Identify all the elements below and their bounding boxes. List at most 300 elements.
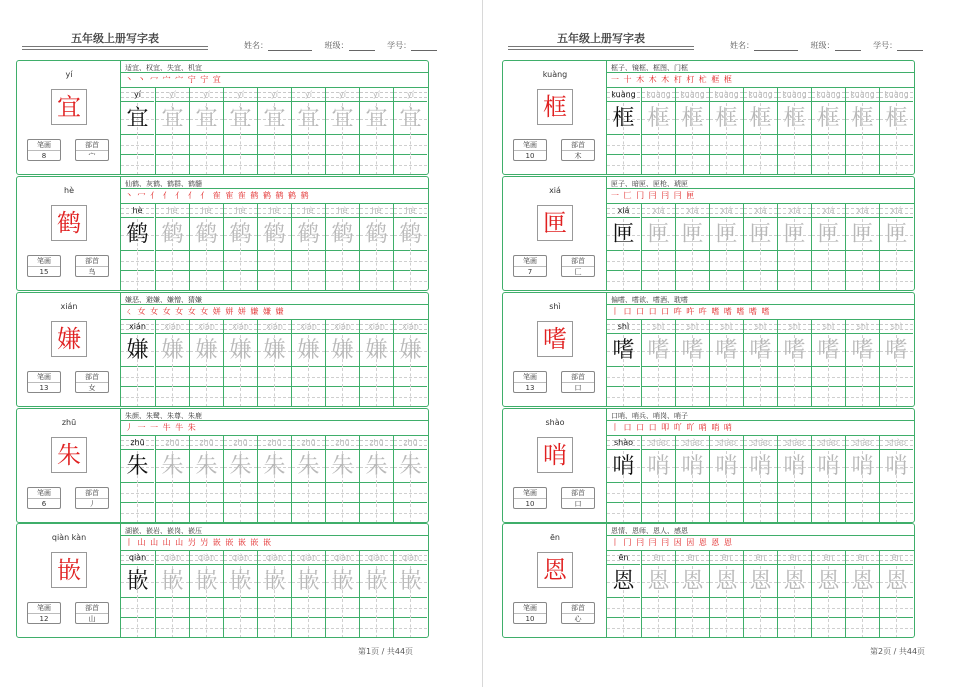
pinyin-cell[interactable] <box>710 320 743 334</box>
blank-practice-cell[interactable] <box>846 619 879 638</box>
pinyin-cell[interactable] <box>258 320 291 334</box>
blank-practice-cell[interactable] <box>676 504 709 523</box>
blank-practice-cell[interactable] <box>778 252 811 271</box>
blank-practice-cell[interactable] <box>778 272 811 291</box>
blank-practice-cell[interactable] <box>394 136 427 155</box>
blank-practice-cell[interactable] <box>744 368 777 387</box>
blank-practice-cell[interactable] <box>224 484 257 503</box>
blank-practice-cell[interactable] <box>676 136 709 155</box>
pinyin-cell[interactable] <box>642 320 675 334</box>
pinyin-cell[interactable] <box>744 436 777 450</box>
pinyin-cell[interactable] <box>642 204 675 218</box>
pinyin-cell[interactable] <box>812 204 845 218</box>
blank-practice-cell[interactable] <box>744 388 777 407</box>
blank-practice-cell[interactable] <box>880 156 913 175</box>
tian-grid-cell[interactable] <box>394 335 427 367</box>
blank-practice-cell[interactable] <box>710 484 743 503</box>
tian-grid-cell[interactable] <box>778 335 811 367</box>
blank-practice-cell[interactable] <box>710 504 743 523</box>
blank-practice-cell[interactable] <box>156 368 189 387</box>
class-blank[interactable] <box>835 42 861 51</box>
pinyin-cell[interactable] <box>676 436 709 450</box>
tian-grid-cell[interactable] <box>812 566 845 598</box>
pinyin-cell[interactable] <box>326 436 359 450</box>
blank-practice-cell[interactable] <box>607 272 640 291</box>
blank-practice-cell[interactable] <box>846 272 879 291</box>
pinyin-cell[interactable] <box>880 320 913 334</box>
blank-practice-cell[interactable] <box>607 504 640 523</box>
blank-practice-cell[interactable] <box>326 252 359 271</box>
pinyin-cell[interactable] <box>394 436 427 450</box>
blank-practice-cell[interactable] <box>156 599 189 618</box>
blank-practice-cell[interactable] <box>778 388 811 407</box>
pinyin-cell[interactable] <box>812 551 845 565</box>
blank-practice-cell[interactable] <box>846 599 879 618</box>
tian-grid-cell[interactable] <box>190 103 223 135</box>
blank-practice-cell[interactable] <box>224 156 257 175</box>
tian-grid-cell[interactable] <box>156 451 189 483</box>
pinyin-cell[interactable] <box>607 320 640 334</box>
blank-practice-cell[interactable] <box>642 368 675 387</box>
tian-grid-cell[interactable] <box>360 219 393 251</box>
blank-practice-cell[interactable] <box>710 252 743 271</box>
blank-practice-cell[interactable] <box>326 272 359 291</box>
pinyin-cell[interactable] <box>292 204 325 218</box>
blank-practice-cell[interactable] <box>642 252 675 271</box>
blank-practice-cell[interactable] <box>744 504 777 523</box>
tian-grid-cell[interactable] <box>326 219 359 251</box>
tian-grid-cell[interactable] <box>121 566 154 598</box>
tian-grid-cell[interactable] <box>224 219 257 251</box>
blank-practice-cell[interactable] <box>812 484 845 503</box>
blank-practice-cell[interactable] <box>778 368 811 387</box>
blank-practice-cell[interactable] <box>258 504 291 523</box>
blank-practice-cell[interactable] <box>607 599 640 618</box>
tian-grid-cell[interactable] <box>607 219 640 251</box>
blank-practice-cell[interactable] <box>292 388 325 407</box>
pinyin-cell[interactable] <box>326 320 359 334</box>
pinyin-cell[interactable] <box>607 204 640 218</box>
pinyin-cell[interactable] <box>744 320 777 334</box>
pinyin-cell[interactable] <box>778 436 811 450</box>
pinyin-cell[interactable] <box>846 320 879 334</box>
number-blank[interactable] <box>897 42 923 51</box>
pinyin-cell[interactable] <box>880 551 913 565</box>
tian-grid-cell[interactable] <box>880 103 913 135</box>
blank-practice-cell[interactable] <box>156 272 189 291</box>
pinyin-cell[interactable] <box>642 88 675 102</box>
blank-practice-cell[interactable] <box>121 368 154 387</box>
blank-practice-cell[interactable] <box>360 156 393 175</box>
blank-practice-cell[interactable] <box>292 504 325 523</box>
blank-practice-cell[interactable] <box>292 484 325 503</box>
pinyin-cell[interactable] <box>778 320 811 334</box>
blank-practice-cell[interactable] <box>224 504 257 523</box>
blank-practice-cell[interactable] <box>258 599 291 618</box>
blank-practice-cell[interactable] <box>710 136 743 155</box>
pinyin-cell[interactable] <box>846 551 879 565</box>
blank-practice-cell[interactable] <box>744 619 777 638</box>
blank-practice-cell[interactable] <box>642 272 675 291</box>
blank-practice-cell[interactable] <box>326 599 359 618</box>
blank-practice-cell[interactable] <box>360 136 393 155</box>
blank-practice-cell[interactable] <box>292 252 325 271</box>
tian-grid-cell[interactable] <box>156 219 189 251</box>
tian-grid-cell[interactable] <box>778 219 811 251</box>
tian-grid-cell[interactable] <box>121 335 154 367</box>
tian-grid-cell[interactable] <box>846 566 879 598</box>
pinyin-cell[interactable] <box>121 320 154 334</box>
tian-grid-cell[interactable] <box>326 103 359 135</box>
blank-practice-cell[interactable] <box>812 272 845 291</box>
tian-grid-cell[interactable] <box>778 566 811 598</box>
tian-grid-cell[interactable] <box>360 103 393 135</box>
blank-practice-cell[interactable] <box>394 272 427 291</box>
pinyin-cell[interactable] <box>710 88 743 102</box>
blank-practice-cell[interactable] <box>224 272 257 291</box>
pinyin-cell[interactable] <box>292 320 325 334</box>
pinyin-cell[interactable] <box>394 320 427 334</box>
tian-grid-cell[interactable] <box>744 566 777 598</box>
pinyin-cell[interactable] <box>360 320 393 334</box>
blank-practice-cell[interactable] <box>642 599 675 618</box>
tian-grid-cell[interactable] <box>224 335 257 367</box>
blank-practice-cell[interactable] <box>258 388 291 407</box>
blank-practice-cell[interactable] <box>326 619 359 638</box>
blank-practice-cell[interactable] <box>224 599 257 618</box>
pinyin-cell[interactable] <box>744 88 777 102</box>
blank-practice-cell[interactable] <box>880 252 913 271</box>
blank-practice-cell[interactable] <box>326 484 359 503</box>
tian-grid-cell[interactable] <box>812 451 845 483</box>
tian-grid-cell[interactable] <box>744 219 777 251</box>
pinyin-cell[interactable] <box>224 320 257 334</box>
pinyin-cell[interactable] <box>642 551 675 565</box>
pinyin-cell[interactable] <box>121 436 154 450</box>
tian-grid-cell[interactable] <box>744 335 777 367</box>
pinyin-cell[interactable] <box>326 88 359 102</box>
tian-grid-cell[interactable] <box>676 219 709 251</box>
blank-practice-cell[interactable] <box>292 156 325 175</box>
blank-practice-cell[interactable] <box>607 388 640 407</box>
pinyin-cell[interactable] <box>190 88 223 102</box>
blank-practice-cell[interactable] <box>607 136 640 155</box>
tian-grid-cell[interactable] <box>880 335 913 367</box>
blank-practice-cell[interactable] <box>676 252 709 271</box>
blank-practice-cell[interactable] <box>292 272 325 291</box>
tian-grid-cell[interactable] <box>292 103 325 135</box>
blank-practice-cell[interactable] <box>326 368 359 387</box>
pinyin-cell[interactable] <box>156 551 189 565</box>
tian-grid-cell[interactable] <box>607 335 640 367</box>
pinyin-cell[interactable] <box>744 204 777 218</box>
pinyin-cell[interactable] <box>156 320 189 334</box>
pinyin-cell[interactable] <box>880 204 913 218</box>
pinyin-cell[interactable] <box>326 551 359 565</box>
pinyin-cell[interactable] <box>360 204 393 218</box>
blank-practice-cell[interactable] <box>744 599 777 618</box>
tian-grid-cell[interactable] <box>121 219 154 251</box>
tian-grid-cell[interactable] <box>880 451 913 483</box>
blank-practice-cell[interactable] <box>394 388 427 407</box>
blank-practice-cell[interactable] <box>121 504 154 523</box>
blank-practice-cell[interactable] <box>880 136 913 155</box>
blank-practice-cell[interactable] <box>156 252 189 271</box>
blank-practice-cell[interactable] <box>642 388 675 407</box>
tian-grid-cell[interactable] <box>846 103 879 135</box>
blank-practice-cell[interactable] <box>778 599 811 618</box>
blank-practice-cell[interactable] <box>846 368 879 387</box>
pinyin-cell[interactable] <box>190 204 223 218</box>
tian-grid-cell[interactable] <box>642 566 675 598</box>
blank-practice-cell[interactable] <box>394 619 427 638</box>
blank-practice-cell[interactable] <box>292 136 325 155</box>
blank-practice-cell[interactable] <box>190 484 223 503</box>
tian-grid-cell[interactable] <box>710 451 743 483</box>
blank-practice-cell[interactable] <box>642 484 675 503</box>
tian-grid-cell[interactable] <box>224 566 257 598</box>
tian-grid-cell[interactable] <box>224 451 257 483</box>
tian-grid-cell[interactable] <box>812 335 845 367</box>
pinyin-cell[interactable] <box>190 436 223 450</box>
tian-grid-cell[interactable] <box>156 566 189 598</box>
blank-practice-cell[interactable] <box>326 504 359 523</box>
blank-practice-cell[interactable] <box>642 619 675 638</box>
tian-grid-cell[interactable] <box>607 566 640 598</box>
pinyin-cell[interactable] <box>607 436 640 450</box>
blank-practice-cell[interactable] <box>394 484 427 503</box>
tian-grid-cell[interactable] <box>394 219 427 251</box>
blank-practice-cell[interactable] <box>292 619 325 638</box>
pinyin-cell[interactable] <box>744 551 777 565</box>
blank-practice-cell[interactable] <box>156 484 189 503</box>
tian-grid-cell[interactable] <box>360 335 393 367</box>
blank-practice-cell[interactable] <box>607 368 640 387</box>
pinyin-cell[interactable] <box>710 436 743 450</box>
blank-practice-cell[interactable] <box>812 252 845 271</box>
pinyin-cell[interactable] <box>676 320 709 334</box>
pinyin-cell[interactable] <box>778 204 811 218</box>
tian-grid-cell[interactable] <box>326 335 359 367</box>
blank-practice-cell[interactable] <box>607 619 640 638</box>
blank-practice-cell[interactable] <box>880 619 913 638</box>
tian-grid-cell[interactable] <box>156 335 189 367</box>
tian-grid-cell[interactable] <box>121 103 154 135</box>
pinyin-cell[interactable] <box>778 88 811 102</box>
pinyin-cell[interactable] <box>156 204 189 218</box>
blank-practice-cell[interactable] <box>676 619 709 638</box>
blank-practice-cell[interactable] <box>190 156 223 175</box>
tian-grid-cell[interactable] <box>778 451 811 483</box>
blank-practice-cell[interactable] <box>642 136 675 155</box>
blank-practice-cell[interactable] <box>360 388 393 407</box>
tian-grid-cell[interactable] <box>676 335 709 367</box>
blank-practice-cell[interactable] <box>676 388 709 407</box>
tian-grid-cell[interactable] <box>258 219 291 251</box>
tian-grid-cell[interactable] <box>846 219 879 251</box>
tian-grid-cell[interactable] <box>258 566 291 598</box>
blank-practice-cell[interactable] <box>812 368 845 387</box>
tian-grid-cell[interactable] <box>360 451 393 483</box>
blank-practice-cell[interactable] <box>121 252 154 271</box>
tian-grid-cell[interactable] <box>812 103 845 135</box>
tian-grid-cell[interactable] <box>394 451 427 483</box>
tian-grid-cell[interactable] <box>880 566 913 598</box>
blank-practice-cell[interactable] <box>190 388 223 407</box>
blank-practice-cell[interactable] <box>880 388 913 407</box>
blank-practice-cell[interactable] <box>360 484 393 503</box>
pinyin-cell[interactable] <box>224 551 257 565</box>
blank-practice-cell[interactable] <box>812 388 845 407</box>
blank-practice-cell[interactable] <box>121 388 154 407</box>
blank-practice-cell[interactable] <box>846 136 879 155</box>
tian-grid-cell[interactable] <box>710 566 743 598</box>
pinyin-cell[interactable] <box>326 204 359 218</box>
pinyin-cell[interactable] <box>676 204 709 218</box>
blank-practice-cell[interactable] <box>258 136 291 155</box>
pinyin-cell[interactable] <box>394 204 427 218</box>
pinyin-cell[interactable] <box>258 88 291 102</box>
blank-practice-cell[interactable] <box>326 388 359 407</box>
blank-practice-cell[interactable] <box>778 136 811 155</box>
tian-grid-cell[interactable] <box>607 451 640 483</box>
tian-grid-cell[interactable] <box>676 103 709 135</box>
blank-practice-cell[interactable] <box>121 599 154 618</box>
pinyin-cell[interactable] <box>360 88 393 102</box>
pinyin-cell[interactable] <box>846 436 879 450</box>
pinyin-cell[interactable] <box>710 204 743 218</box>
blank-practice-cell[interactable] <box>846 156 879 175</box>
blank-practice-cell[interactable] <box>812 619 845 638</box>
blank-practice-cell[interactable] <box>607 484 640 503</box>
blank-practice-cell[interactable] <box>360 272 393 291</box>
pinyin-cell[interactable] <box>778 551 811 565</box>
tian-grid-cell[interactable] <box>710 103 743 135</box>
tian-grid-cell[interactable] <box>607 103 640 135</box>
pinyin-cell[interactable] <box>292 436 325 450</box>
tian-grid-cell[interactable] <box>292 335 325 367</box>
blank-practice-cell[interactable] <box>258 156 291 175</box>
blank-practice-cell[interactable] <box>710 368 743 387</box>
blank-practice-cell[interactable] <box>676 156 709 175</box>
blank-practice-cell[interactable] <box>676 599 709 618</box>
pinyin-cell[interactable] <box>258 204 291 218</box>
tian-grid-cell[interactable] <box>360 566 393 598</box>
pinyin-cell[interactable] <box>156 88 189 102</box>
blank-practice-cell[interactable] <box>292 599 325 618</box>
blank-practice-cell[interactable] <box>394 252 427 271</box>
blank-practice-cell[interactable] <box>812 136 845 155</box>
pinyin-cell[interactable] <box>156 436 189 450</box>
blank-practice-cell[interactable] <box>710 156 743 175</box>
tian-grid-cell[interactable] <box>190 451 223 483</box>
tian-grid-cell[interactable] <box>710 335 743 367</box>
tian-grid-cell[interactable] <box>642 219 675 251</box>
tian-grid-cell[interactable] <box>642 451 675 483</box>
tian-grid-cell[interactable] <box>846 335 879 367</box>
tian-grid-cell[interactable] <box>744 103 777 135</box>
blank-practice-cell[interactable] <box>292 368 325 387</box>
blank-practice-cell[interactable] <box>812 156 845 175</box>
blank-practice-cell[interactable] <box>676 272 709 291</box>
tian-grid-cell[interactable] <box>258 335 291 367</box>
tian-grid-cell[interactable] <box>326 451 359 483</box>
tian-grid-cell[interactable] <box>846 451 879 483</box>
pinyin-cell[interactable] <box>676 88 709 102</box>
tian-grid-cell[interactable] <box>190 566 223 598</box>
blank-practice-cell[interactable] <box>607 252 640 271</box>
blank-practice-cell[interactable] <box>642 504 675 523</box>
tian-grid-cell[interactable] <box>676 566 709 598</box>
tian-grid-cell[interactable] <box>258 103 291 135</box>
blank-practice-cell[interactable] <box>190 272 223 291</box>
pinyin-cell[interactable] <box>812 88 845 102</box>
blank-practice-cell[interactable] <box>190 599 223 618</box>
blank-practice-cell[interactable] <box>744 156 777 175</box>
blank-practice-cell[interactable] <box>258 368 291 387</box>
pinyin-cell[interactable] <box>880 88 913 102</box>
pinyin-cell[interactable] <box>846 204 879 218</box>
pinyin-cell[interactable] <box>676 551 709 565</box>
tian-grid-cell[interactable] <box>394 103 427 135</box>
blank-practice-cell[interactable] <box>744 136 777 155</box>
blank-practice-cell[interactable] <box>190 368 223 387</box>
pinyin-cell[interactable] <box>607 551 640 565</box>
blank-practice-cell[interactable] <box>360 252 393 271</box>
pinyin-cell[interactable] <box>224 436 257 450</box>
blank-practice-cell[interactable] <box>360 619 393 638</box>
pinyin-cell[interactable] <box>394 88 427 102</box>
blank-practice-cell[interactable] <box>326 156 359 175</box>
tian-grid-cell[interactable] <box>292 566 325 598</box>
blank-practice-cell[interactable] <box>190 504 223 523</box>
pinyin-cell[interactable] <box>812 320 845 334</box>
tian-grid-cell[interactable] <box>258 451 291 483</box>
pinyin-cell[interactable] <box>360 436 393 450</box>
tian-grid-cell[interactable] <box>394 566 427 598</box>
blank-practice-cell[interactable] <box>360 599 393 618</box>
blank-practice-cell[interactable] <box>121 619 154 638</box>
blank-practice-cell[interactable] <box>224 136 257 155</box>
class-blank[interactable] <box>349 42 375 51</box>
tian-grid-cell[interactable] <box>676 451 709 483</box>
blank-practice-cell[interactable] <box>394 599 427 618</box>
blank-practice-cell[interactable] <box>224 619 257 638</box>
pinyin-cell[interactable] <box>812 436 845 450</box>
blank-practice-cell[interactable] <box>190 136 223 155</box>
blank-practice-cell[interactable] <box>258 619 291 638</box>
pinyin-cell[interactable] <box>360 551 393 565</box>
pinyin-cell[interactable] <box>292 88 325 102</box>
blank-practice-cell[interactable] <box>394 368 427 387</box>
blank-practice-cell[interactable] <box>778 484 811 503</box>
blank-practice-cell[interactable] <box>156 156 189 175</box>
blank-practice-cell[interactable] <box>846 484 879 503</box>
blank-practice-cell[interactable] <box>121 136 154 155</box>
blank-practice-cell[interactable] <box>224 388 257 407</box>
blank-practice-cell[interactable] <box>880 599 913 618</box>
blank-practice-cell[interactable] <box>676 484 709 503</box>
pinyin-cell[interactable] <box>258 551 291 565</box>
blank-practice-cell[interactable] <box>190 252 223 271</box>
blank-practice-cell[interactable] <box>676 368 709 387</box>
tian-grid-cell[interactable] <box>812 219 845 251</box>
blank-practice-cell[interactable] <box>394 156 427 175</box>
tian-grid-cell[interactable] <box>778 103 811 135</box>
tian-grid-cell[interactable] <box>710 219 743 251</box>
blank-practice-cell[interactable] <box>224 368 257 387</box>
pinyin-cell[interactable] <box>642 436 675 450</box>
